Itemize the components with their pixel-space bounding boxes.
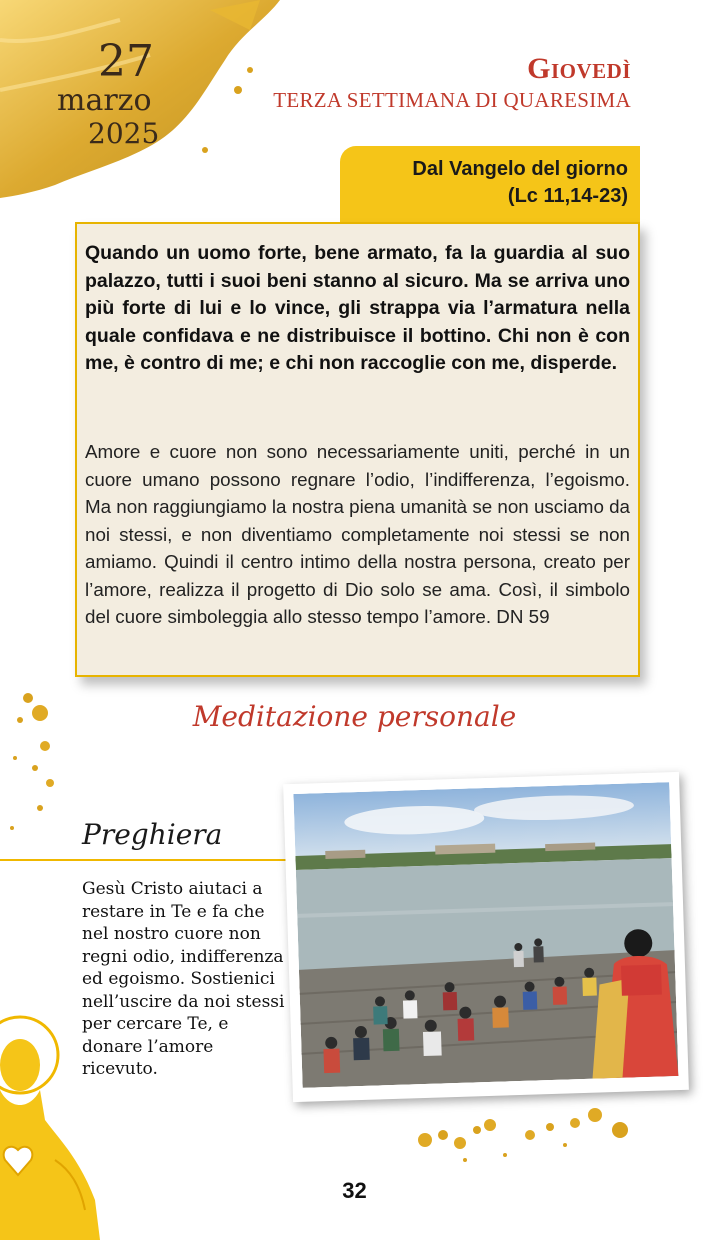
- gospel-verse: Quando un uomo forte, bene armato, fa la guardia al suo palazzo, tutti i suoi beni stanno al sicuro. Ma se arriva uno più forte di lui e lo vince, gli strappa via l’armatura nella quale confidava e ne distribuisce il bottino. Chi non è con me, è contro di me; e chi non raccoglie con me, disperde.: [85, 242, 630, 374]
- liturgical-week: TERZA SETTIMANA DI QUARESIMA: [273, 88, 631, 112]
- day-name: Giovedì: [527, 52, 631, 85]
- gospel-panel: [75, 222, 640, 677]
- prayer-text: Gesù Cristo aiutaci a restare in Te e fa che nel nostro cuore non regni odio, indifferenza ed egoismo. Sostienici nell’uscire da noi stessi per cercare Te, e donare l’amore ricevuto.: [82, 879, 285, 1079]
- sacred-heart-illustration: [0, 1010, 110, 1240]
- gospel-comment: Amore e cuore non sono necessariamente uniti, perché in un cuore umano possono regnare l’odio, l’indifferenza, l’egoismo. Ma non raggiungiamo la nostra piena umanità se non usciamo da noi stessi, e non diventiamo completamente noi stessi se non amiamo. Quindi il centro intimo della nostra persona, creato per l’amore, realizza il progetto di Dio solo se ama. Così, il simbolo del cuore simboleggia allo stesso tempo l’amore. DN 59: [85, 441, 630, 627]
- photo-frame: [283, 772, 689, 1102]
- river-ghat-photo: [293, 782, 678, 1088]
- meditation-title: Meditazione personale: [192, 700, 517, 733]
- date-day: 27: [98, 36, 154, 87]
- prayer-title: Preghiera: [82, 818, 223, 851]
- gospel-reference: (Lc 11,14-23): [507, 185, 628, 207]
- date-month: marzo: [57, 83, 152, 118]
- page-number: 32: [342, 1178, 367, 1203]
- gold-splatter-bottom: [405, 1105, 645, 1175]
- gospel-header: [340, 146, 640, 222]
- prayer-divider: [0, 859, 300, 861]
- gospel-title: Dal Vangelo del giorno: [412, 158, 628, 180]
- date-year: 2025: [88, 117, 160, 150]
